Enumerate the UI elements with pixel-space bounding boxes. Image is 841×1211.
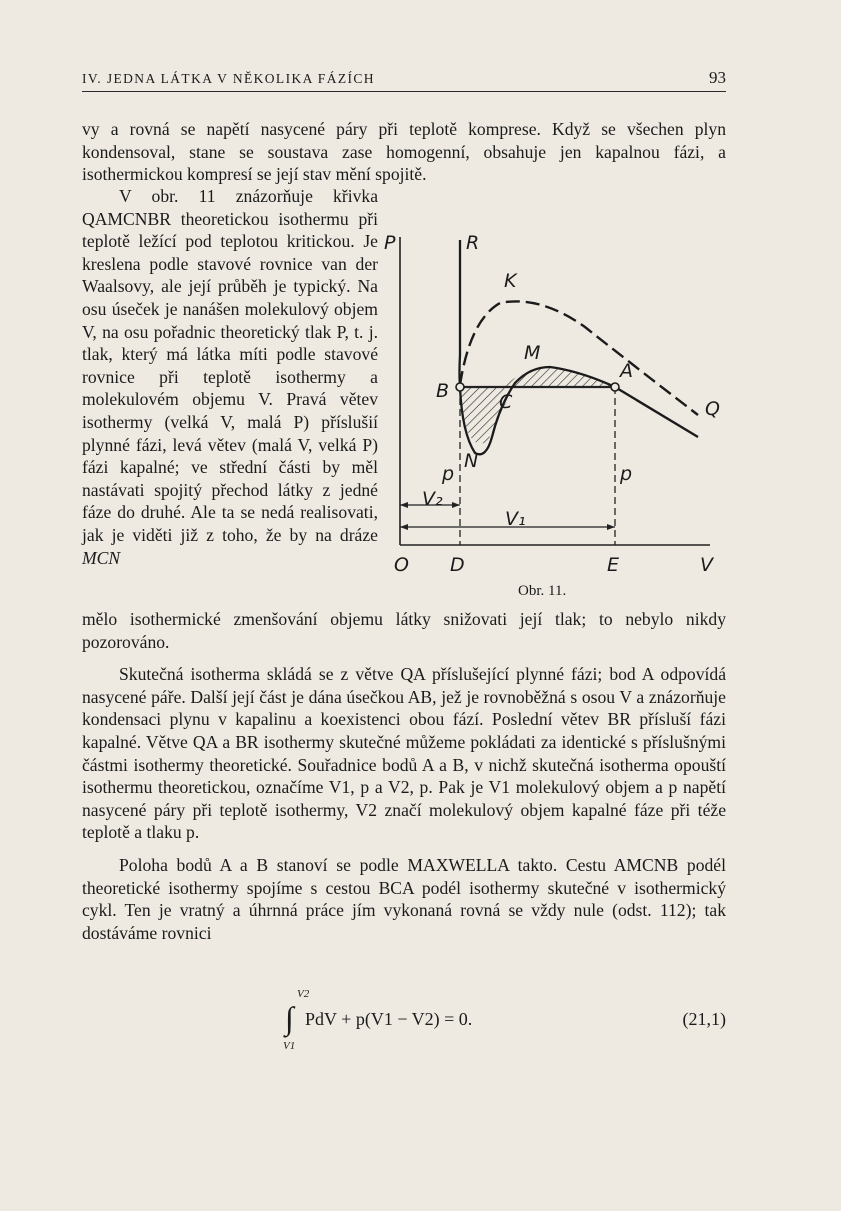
label-V1: V₁ [505,508,526,530]
page-number: 93 [709,68,726,87]
equation-number: (21,1) [682,1009,726,1029]
label-K: K [504,270,517,292]
integral-sign: ∫ [285,1000,294,1036]
label-p-right: p [620,463,633,485]
label-Q: Q [705,398,720,420]
paragraph-2-text [82,185,378,569]
equation-body: PdV + p(V1 − V2) = 0. [305,1009,473,1029]
label-P: P [384,232,396,254]
label-C: C [499,391,513,413]
integral-lower-limit: V1 [283,1040,296,1052]
point-A [611,383,619,391]
label-V2: V₂ [422,488,443,510]
label-M: M [524,342,541,364]
paragraph-2-wrapped [82,185,378,569]
paragraph-1 [82,118,726,186]
paragraph-1-text: vy a rovná se napětí nasycené páry při teplotě komprese. Když se všechen plyn kondensoval, stane se soustava zase homogenní, obsahuje jen kapalnou fázi, a isothermickou kompresí se její stav mění spojitě. [82,119,726,185]
label-E: E [607,554,620,576]
label-p-left: p [442,463,455,485]
chapter-title: IV. JEDNA LÁTKA V NĚKOLIKA FÁZÍCH [82,71,375,86]
label-B: B [436,380,450,402]
paragraph-2-main: V obr. 11 znázorňuje křivka QAMCNBR theoretickou isothermu při teplotě ležící pod teplotou kritickou. Je kreslena podle stavové rovnice van der Waalsovy, ale její průběh je typický. Na osu úseček je nanášen molekulový objem V, na osu pořadnic theoretický tlak P, t. j. tlak, který má látka míti podle stavové rovnice při teplotě isothermy a molekulovém objemu V. Pravá větev isothermy (velká V, malá P) příslušií plynné fázi, levá větev (malá V, velká P) fázi kapalné; ve střední části by měl nastávati spojitý přechod látky z jedné fáze do druhé. Ale ta se nedá realisovati, jak je viděti již z toho, že by na dráze [82,186,378,545]
label-R: R [466,232,480,254]
point-B [456,383,464,391]
figure-isotherm [380,215,726,610]
figure-caption: Obr. 11. [518,583,567,599]
path-mcn: MCN [82,547,121,568]
branch-QA [615,387,698,437]
equation-21-1 [275,988,726,1058]
label-D: D [450,554,465,576]
running-header [82,68,726,92]
isotherm-diagram [380,215,726,610]
paragraph-2-continued [82,608,726,944]
label-A: A [620,360,633,382]
paragraph-4: Poloha bodů A a B stanoví se podle MAXWELLA takto. Cestu AMCNB podél theoretické isothermy spojíme s cestou BCA podél isothermy skutečné v isothermický cykl. Ten je vratný a úhrnná práce jím vykonaná rovná se vždy nule (odst. 112); tak dostáváme rovnici [82,854,726,943]
paragraph-3: Skutečná isotherma skládá se z větve QA příslušející plynné fázi; bod A odpovídá nasycené páře. Další její část je dána úsečkou AB, jež je rovnoběžná s osou V a znázorňuje kondensaci plynu v kapalinu a koexistenci obou fází. Poslední větev BR přísluší fázi kapalné. Větve QA a BR isothermy skutečné můžeme pokládati za identické s příslušnými částmi isothermy theoretické. Souřadnice bodů A a B, v nichž skutečná isotherma opouští isothermu theoretickou, označíme V1, p a V2, p. Pak je V1 molekulový objem a p napětí nasycené páry při teplotě isothermy, V2 značí molekulový objem kapalné fáze při téže teplotě a tlaku p. [82,664,726,843]
label-V: V [700,554,713,576]
integral-upper-limit: V2 [297,988,310,1000]
label-O: O [394,554,409,576]
label-N: N [464,450,479,472]
paragraph-2-end: mělo isothermické zmenšování objemu látky snižovati její tlak; to nebylo nikdy pozorováno. [82,609,726,652]
